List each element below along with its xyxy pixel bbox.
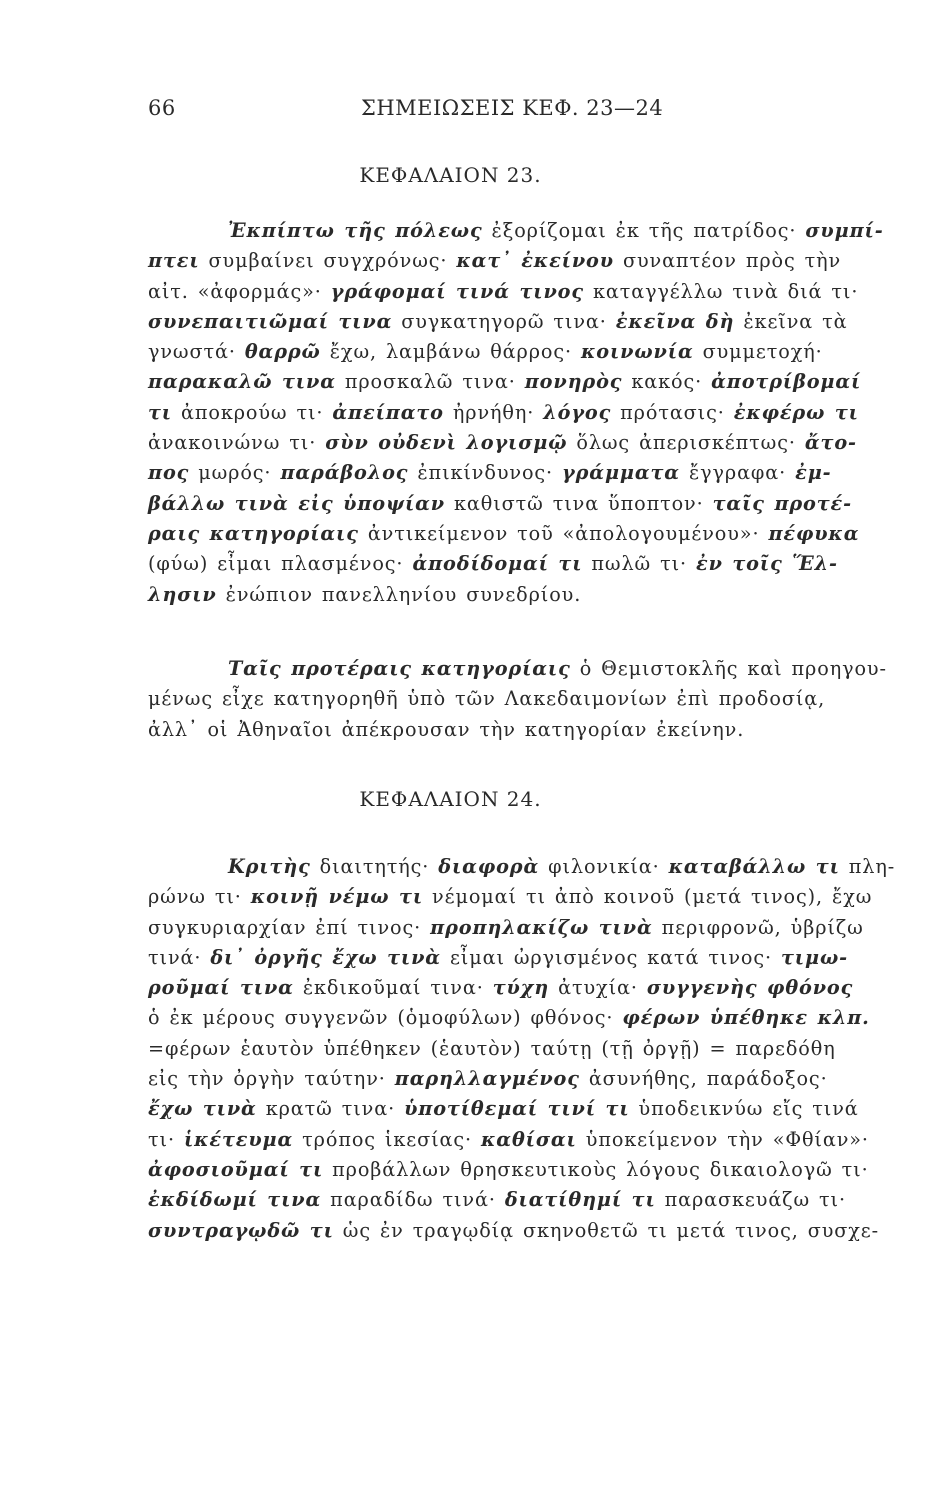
gloss-text: καταγγέλλω τινὰ διά τι· [583, 279, 859, 303]
gloss-text: τι· [148, 1127, 184, 1151]
chapter-heading-23: ΚΕΦΑΛΑΙΟΝ 23. [359, 163, 542, 187]
gloss-text: =φέρων ἑαυτὸν ὑπέθηκεν (ἑαυτὸν) ταύτῃ (τῇ ὀργῇ) = παρεδόθη [148, 1036, 836, 1060]
gloss-text: ἠρνήθη· [443, 400, 544, 424]
gloss-text: συμβαίνει συγχρόνως· [199, 249, 457, 273]
gloss-text: ὡς ἐν τραγῳδίᾳ σκηνοθετῶ τι μετά τινος, συσχε- [333, 1218, 880, 1242]
lemma-term: συντραγῳδῶ τι [148, 1218, 334, 1242]
gloss-text: συναπτέον πρὸς τὴν [613, 249, 842, 273]
lemma-term: ἀποδίδομαί τι [412, 552, 583, 576]
gloss-text: ἔγγραφα· [679, 461, 796, 485]
gloss-text: ἐκεῖνα τὰ [734, 309, 848, 333]
gloss-text: εἶμαι ὠργισμένος κατά τινος· [440, 945, 781, 969]
lemma-term: ἐκφέρω τι [733, 400, 859, 424]
lemma-term: θαρρῶ [244, 340, 321, 364]
lemma-term: ἀπείπατο [332, 400, 444, 424]
lemma-term: Ἐκπίπτω τῆς πόλεως [228, 219, 483, 242]
chapter-23-paragraph-glossary [148, 216, 908, 610]
text-line [148, 1125, 908, 1155]
gloss-text: συγκυριαρχίαν ἐπί τινος· [148, 915, 431, 939]
gloss-text: καθιστῶ τινα ὕποπτον· [445, 491, 713, 515]
gloss-text: ἀλλ᾿ οἱ Ἀθηναῖοι ἀπέκρουσαν τὴν κατηγορίαν ἐκείνην. [148, 717, 745, 741]
lemma-term: προπηλακίζω τινὰ [430, 915, 653, 939]
lemma-term: πονηρὸς [524, 370, 623, 394]
text-line [148, 489, 908, 519]
lemma-term: κοινωνία [581, 340, 694, 364]
lemma-term: Κριτὴς [228, 855, 311, 878]
text-line [148, 337, 908, 367]
text-line [148, 1155, 908, 1185]
lemma-term: γράμματα [562, 461, 680, 485]
gloss-text: τινά· [148, 945, 211, 969]
running-title: ΣΗΜΕΙΩΣΕΙΣ ΚΕΦ. 23—24 [361, 96, 664, 120]
text-line [148, 654, 908, 684]
gloss-text: ἐπικίνδυνος· [408, 461, 563, 485]
gloss-text: εἰς τὴν ὀργὴν ταύτην· [148, 1067, 395, 1091]
page-number: 66 [148, 96, 176, 120]
lemma-term: ἄτο- [804, 431, 857, 455]
gloss-text: ὁ ἐκ μέρους συγγενῶν (ὁμοφύλων) φθόνος· [148, 1006, 623, 1030]
lemma-term: παρηλλαγμένος [394, 1067, 580, 1091]
gloss-text: πωλῶ τι· [582, 552, 697, 576]
text-line [148, 367, 908, 397]
running-head [148, 96, 708, 126]
gloss-text: ρώνω τι· [148, 885, 251, 909]
lemma-term: παρακαλῶ τινα [148, 370, 336, 394]
text-line [148, 549, 908, 579]
lemma-term: πτει [148, 249, 200, 273]
gloss-text: γνωστά· [148, 340, 245, 364]
lemma-term: βάλλω τινὰ εἰς ὑποψίαν [148, 491, 446, 515]
text-line [148, 277, 908, 307]
lemma-term: πέφυκα [768, 521, 860, 545]
text-line [148, 1064, 908, 1094]
gloss-text: πρότασις· [611, 400, 734, 424]
text-line [148, 398, 908, 428]
gloss-text: νέμομαί τι ἀπὸ κοινοῦ (μετά τινος), ἔχω [423, 885, 873, 909]
text-line [148, 913, 908, 943]
text-line [148, 428, 908, 458]
gloss-text: αἰτ. «ἀφορμάς»· [148, 279, 331, 303]
text-line [148, 1185, 908, 1215]
lemma-term: κατ᾿ ἐκείνου [456, 249, 614, 273]
lemma-term: ἀφοσιοῦμαί τι [148, 1157, 324, 1181]
lemma-term: καθίσαι [481, 1127, 577, 1151]
gloss-text: πλη- [839, 855, 896, 878]
gloss-text: ἐνώπιον πανελληνίου συνεδρίου. [216, 582, 582, 606]
lemma-term: συνεπαιτιῶμαί τινα [148, 309, 393, 333]
gloss-text: ἀσυνήθης, παράδοξος· [579, 1067, 828, 1091]
gloss-text: παραδίδω τινά· [321, 1188, 505, 1212]
lemma-term: ραις κατηγορίαις [148, 521, 359, 545]
gloss-text: προσκαλῶ τινα· [335, 370, 525, 394]
lemma-term: συγγενὴς φθόνος [646, 976, 854, 1000]
gloss-text: ἀποκρούω τι· [172, 400, 333, 424]
lemma-term: ἐμ- [795, 461, 832, 485]
gloss-text: ἀντικείμενον τοῦ «ἀπολογουμένου»· [358, 521, 769, 545]
text-line [148, 715, 908, 745]
gloss-text: περιφρονῶ, ὑβρίζω [652, 915, 864, 939]
lemma-term: κοινῇ νέμω τι [250, 885, 424, 909]
gloss-text: τρόπος ἱκεσίας· [293, 1127, 482, 1151]
lemma-term: λησιν [148, 582, 217, 606]
gloss-text: ἐκδικοῦμαί τινα· [293, 976, 493, 1000]
gloss-text: προβάλλων θρησκευτικοὺς λόγους δικαιολογῶ τι· [323, 1157, 869, 1181]
gloss-text: μένως εἶχε κατηγορηθῆ ὑπὸ τῶν Λακεδαιμονίων ἐπὶ προδοσίᾳ, [148, 687, 826, 711]
lemma-term: ταῖς προτέ- [712, 491, 852, 515]
lemma-term: σὺν οὐδενὶ λογισμῷ [325, 431, 568, 455]
lemma-term: καταβάλλω τι [668, 855, 840, 878]
gloss-text: ἀτυχία· [549, 976, 647, 1000]
text-line [148, 684, 908, 714]
lemma-term: ἐκεῖνα δὴ [615, 309, 735, 333]
gloss-text: συμμετοχή· [693, 340, 823, 364]
gloss-text: διαιτητής· [310, 855, 439, 878]
text-line [148, 943, 908, 973]
lemma-term: τι [148, 400, 172, 424]
text-line [148, 1034, 908, 1064]
text-line [148, 580, 908, 610]
lemma-term: ἔχω τινὰ [148, 1097, 257, 1121]
gloss-text: συγκατηγορῶ τινα· [392, 309, 616, 333]
gloss-text: ὅλως ἀπερισκέπτως· [567, 431, 805, 455]
lemma-term: γράφομαί τινά τινος [330, 279, 584, 303]
text-line [148, 246, 908, 276]
gloss-text: ὑποδεικνύω εἴς τινά [629, 1097, 859, 1121]
lemma-term: συμπί- [805, 219, 884, 242]
lemma-term: ἀποτρίβομαί [711, 370, 862, 394]
text-line [148, 458, 908, 488]
chapter-23-paragraph-commentary [148, 654, 908, 745]
text-line [148, 1216, 908, 1246]
lemma-term: πος [148, 461, 190, 485]
lemma-term: ἐκδίδωμί τινα [148, 1188, 322, 1212]
gloss-text: ἀνακοινώνω τι· [148, 431, 326, 455]
gloss-text: κρατῶ τινα· [256, 1097, 405, 1121]
chapter-heading-24: ΚΕΦΑΛΑΙΟΝ 24. [359, 787, 542, 811]
lemma-term: διαφορὰ [438, 855, 540, 878]
gloss-text: ἐξορίζομαι ἐκ τῆς πατρίδος· [482, 219, 806, 242]
gloss-text: φιλονικία· [539, 855, 669, 878]
lemma-term: ροῦμαί τινα [148, 976, 294, 1000]
text-line [148, 1003, 908, 1033]
chapter-24-paragraph-glossary [148, 852, 908, 1246]
lemma-term: δι᾿ ὀργῆς ἔχω τινὰ [210, 945, 441, 969]
lemma-term: φέρων ὑπέθηκε κλπ. [622, 1006, 870, 1030]
text-line [148, 216, 908, 246]
text-line [148, 852, 908, 882]
text-line [148, 882, 908, 912]
lemma-term: παράβολος [280, 461, 409, 485]
lemma-term: ὑποτίθεμαί τινί τι [404, 1097, 630, 1121]
gloss-text: κακός· [622, 370, 712, 394]
text-line [148, 973, 908, 1003]
lemma-term: ἐν τοῖς Ἕλ- [696, 552, 838, 576]
lemma-term: τύχη [492, 976, 550, 1000]
lemma-term: διατίθημί τι [504, 1188, 656, 1212]
gloss-text: ἔχω, λαμβάνω θάρρος· [320, 340, 581, 364]
gloss-text: παρασκευάζω τι· [655, 1188, 846, 1212]
text-line [148, 307, 908, 337]
lemma-term: ἱκέτευμα [183, 1127, 294, 1151]
lemma-term: λόγος [543, 400, 612, 424]
lemma-term: Ταῖς προτέραις κατηγορίαις [228, 657, 571, 680]
gloss-text: μωρός· [189, 461, 281, 485]
gloss-text: ὁ Θεμιστοκλῆς καὶ προηγου- [570, 657, 887, 680]
lemma-term: τιμω- [781, 945, 848, 969]
gloss-text: ὑποκείμενον τὴν «Φθίαν»· [576, 1127, 869, 1151]
text-line [148, 519, 908, 549]
text-line [148, 1094, 908, 1124]
gloss-text: (φύω) εἶμαι πλασμένος· [148, 552, 413, 576]
